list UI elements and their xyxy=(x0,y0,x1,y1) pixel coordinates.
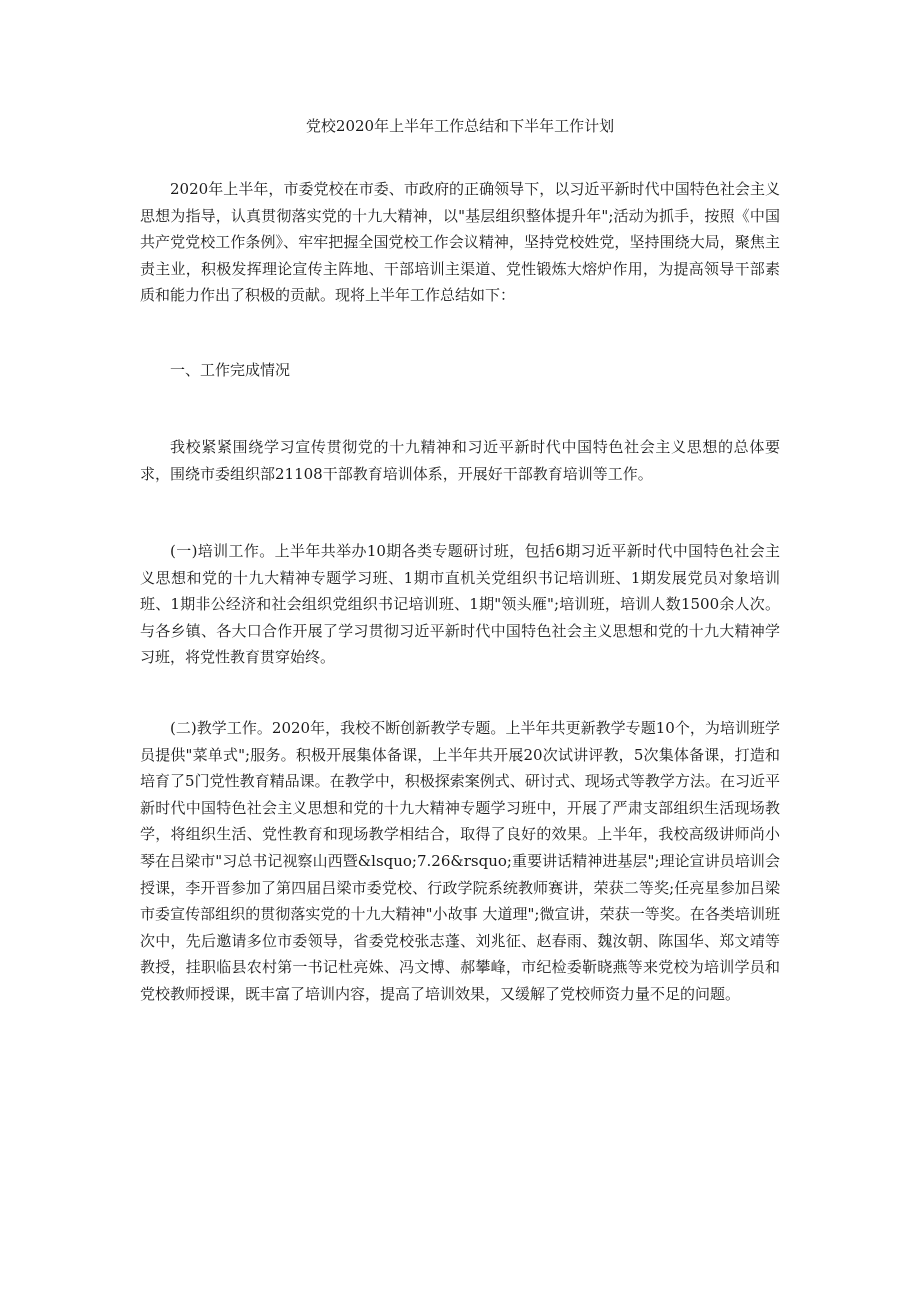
teaching-work-paragraph: (二)教学工作。2020年，我校不断创新教学专题。上半年共更新教学专题10个，为培训班学员提供"菜单式";服务。积极开展集体备课，上半年共开展20次试讲评教，5次集体备课，打造和培育了5门党性教育精品课。在教学中，积极探索案例式、研讨式、现场式等教学方法。在习近平新时代中国特色社会主义思想和党的十九大精神专题学习班中，开展了严肃支部组织生活现场教学，将组织生活、党性教育和现场教学相结合，取得了良好的效果。上半年，我校高级讲师尚小琴在吕梁市"习总书记视察山西暨&lsquo;7.26&rsquo;重要讲话精神进基层";理论宣讲员培训会授课，李开晋参加了第四届吕梁市委党校、行政学院系统教师赛讲，荣获二等奖;任亮星参加吕梁市委宣传部组织的贯彻落实党的十九大精神"小故事 大道理";微宣讲，荣获一等奖。在各类培训班次中，先后邀请多位市委领导，省委党校张志蓬、刘兆征、赵春雨、魏汝朝、陈国华、郑文靖等教授，挂职临县农村第一书记杜亮姝、冯文博、郝攀峰，市纪检委靳晓燕等来党校为培训学员和党校教师授课，既丰富了培训内容，提高了培训效果，又缓解了党校师资力量不足的问题。 xyxy=(140,719,780,1003)
document-title: 党校2020年上半年工作总结和下半年工作计划 xyxy=(305,117,615,135)
training-work-paragraph: (一)培训工作。上半年共举办10期各类专题研讨班，包括6期习近平新时代中国特色社会主义思想和党的十九大精神专题学习班、1期市直机关党组织书记培训班、1期发展党员对象培训班、1期非公经济和社会组织党组织书记培训班、1期"领头雁";培训班，培训人数1500余人次。与各乡镇、各大口合作开展了学习贯彻习近平新时代中国特色社会主义思想和党的十九大精神学习班，将党性教育贯穿始终。 xyxy=(140,542,780,667)
overview-paragraph: 我校紧紧围绕学习宣传贯彻党的十九精神和习近平新时代中国特色社会主义思想的总体要求，围绕市委组织部21108干部教育培训体系，开展好干部教育培训等工作。 xyxy=(140,438,780,483)
section-heading-work-completion: 一、工作完成情况 xyxy=(170,361,291,379)
intro-paragraph: 2020年上半年，市委党校在市委、市政府的正确领导下，以习近平新时代中国特色社会主义思想为指导，认真贯彻落实党的十九大精神，以"基层组织整体提升年";活动为抓手，按照《中国共产党党校工作条例》、牢牢把握全国党校工作会议精神，坚持党校姓党，坚持围绕大局，聚焦主责主业，积极发挥理论宣传主阵地、干部培训主渠道、党性锻炼大熔炉作用，为提高领导干部素质和能力作出了积极的贡献。现将上半年工作总结如下： xyxy=(140,180,780,305)
